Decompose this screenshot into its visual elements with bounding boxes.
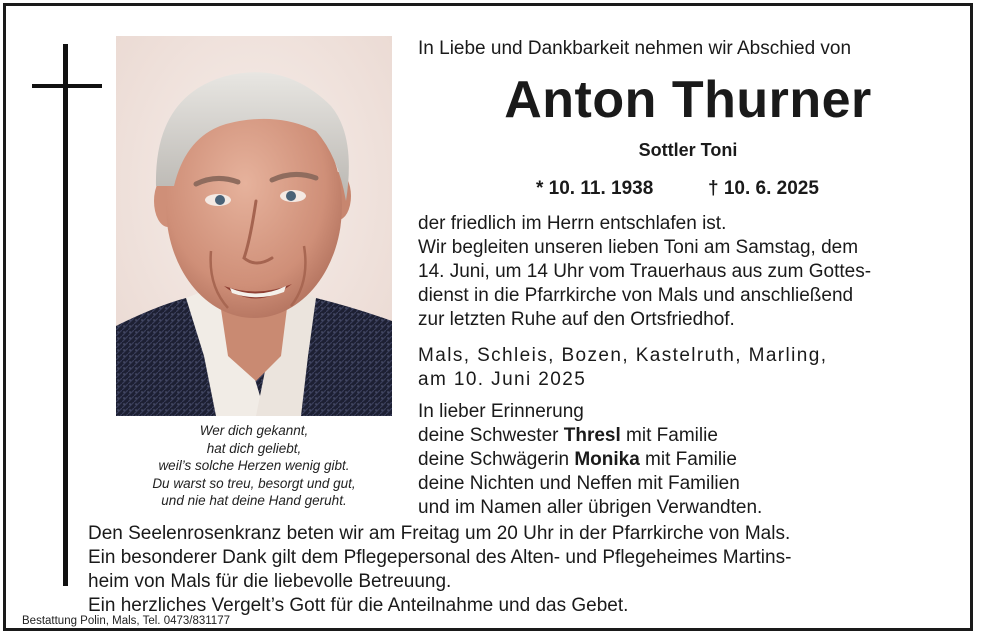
obituary-notice xyxy=(3,3,973,631)
mourner-prefix: deine Schwägerin xyxy=(418,449,575,470)
cross-icon-bar xyxy=(32,84,102,88)
portrait-photo xyxy=(116,36,392,416)
mourner-name: Monika xyxy=(574,449,640,470)
death-date: † 10. 6. 2025 xyxy=(708,178,819,199)
announcement-line: dienst in die Pfarrkirche von Mals und anschließend xyxy=(418,285,854,306)
closing-line: heim von Mals für die liebevolle Betreuung. xyxy=(88,571,452,592)
poem-line: weil’s solche Herzen wenig gibt. xyxy=(158,458,350,473)
date-line: am 10. Juni 2025 xyxy=(418,369,587,390)
mourners-list xyxy=(418,400,966,520)
cross-icon xyxy=(63,44,68,586)
memorial-poem xyxy=(106,422,402,510)
mourner-suffix: mit Familie xyxy=(639,449,737,470)
closing-line: Den Seelenrosenkranz beten wir am Freitag um 20 Uhr in der Pfarrkirche von Mals. xyxy=(88,523,791,544)
funeral-home-contact: Bestattung Polin, Mals, Tel. 0473/831177 xyxy=(22,615,230,627)
poem-line: und nie hat deine Hand geruht. xyxy=(161,493,347,508)
announcement-line: 14. Juni, um 14 Uhr vom Trauerhaus aus zum Gottes- xyxy=(418,261,872,282)
announcement-text xyxy=(418,212,966,332)
mourner-others: und im Namen aller übrigen Verwandten. xyxy=(418,497,763,518)
mourners-heading: In lieber Erinnerung xyxy=(418,401,584,422)
closing-line: Ein herzliches Vergelt’s Gott für die Anteilnahme und das Gebet. xyxy=(88,595,629,616)
mourner-nieces: deine Nichten und Neffen mit Familien xyxy=(418,473,740,494)
mourner-suffix: mit Familie xyxy=(620,425,718,446)
mourner-sister xyxy=(418,424,966,448)
mourner-prefix: deine Schwester xyxy=(418,425,564,446)
mourner-name: Thresl xyxy=(563,425,621,446)
birth-date: * 10. 11. 1938 xyxy=(536,178,654,199)
deceased-nickname: Sottler Toni xyxy=(638,140,738,160)
deceased-name: Anton Thurner xyxy=(504,71,872,129)
places-line: Mals, Schleis, Bozen, Kastelruth, Marling, xyxy=(418,345,828,366)
poem-line: Wer dich gekannt, xyxy=(199,423,309,438)
announcement-line: der friedlich im Herrn entschlafen ist. xyxy=(418,213,727,234)
announcement-line: Wir begleiten unseren lieben Toni am Samstag, dem xyxy=(418,237,859,258)
places-and-date xyxy=(418,344,966,392)
announcement-line: zur letzten Ruhe auf den Ortsfriedhof. xyxy=(418,309,735,330)
poem-line: hat dich geliebt, xyxy=(206,440,302,456)
closing-line: Ein besonderer Dank gilt dem Pflegepersonal des Alten- und Pflegeheimes Martins- xyxy=(88,547,792,568)
intro-text: In Liebe und Dankbarkeit nehmen wir Abschied von xyxy=(418,38,852,59)
closing-text xyxy=(88,522,968,618)
poem-line: Du warst so treu, besorgt und gut, xyxy=(152,475,356,491)
mourner-sister-in-law xyxy=(418,448,966,472)
